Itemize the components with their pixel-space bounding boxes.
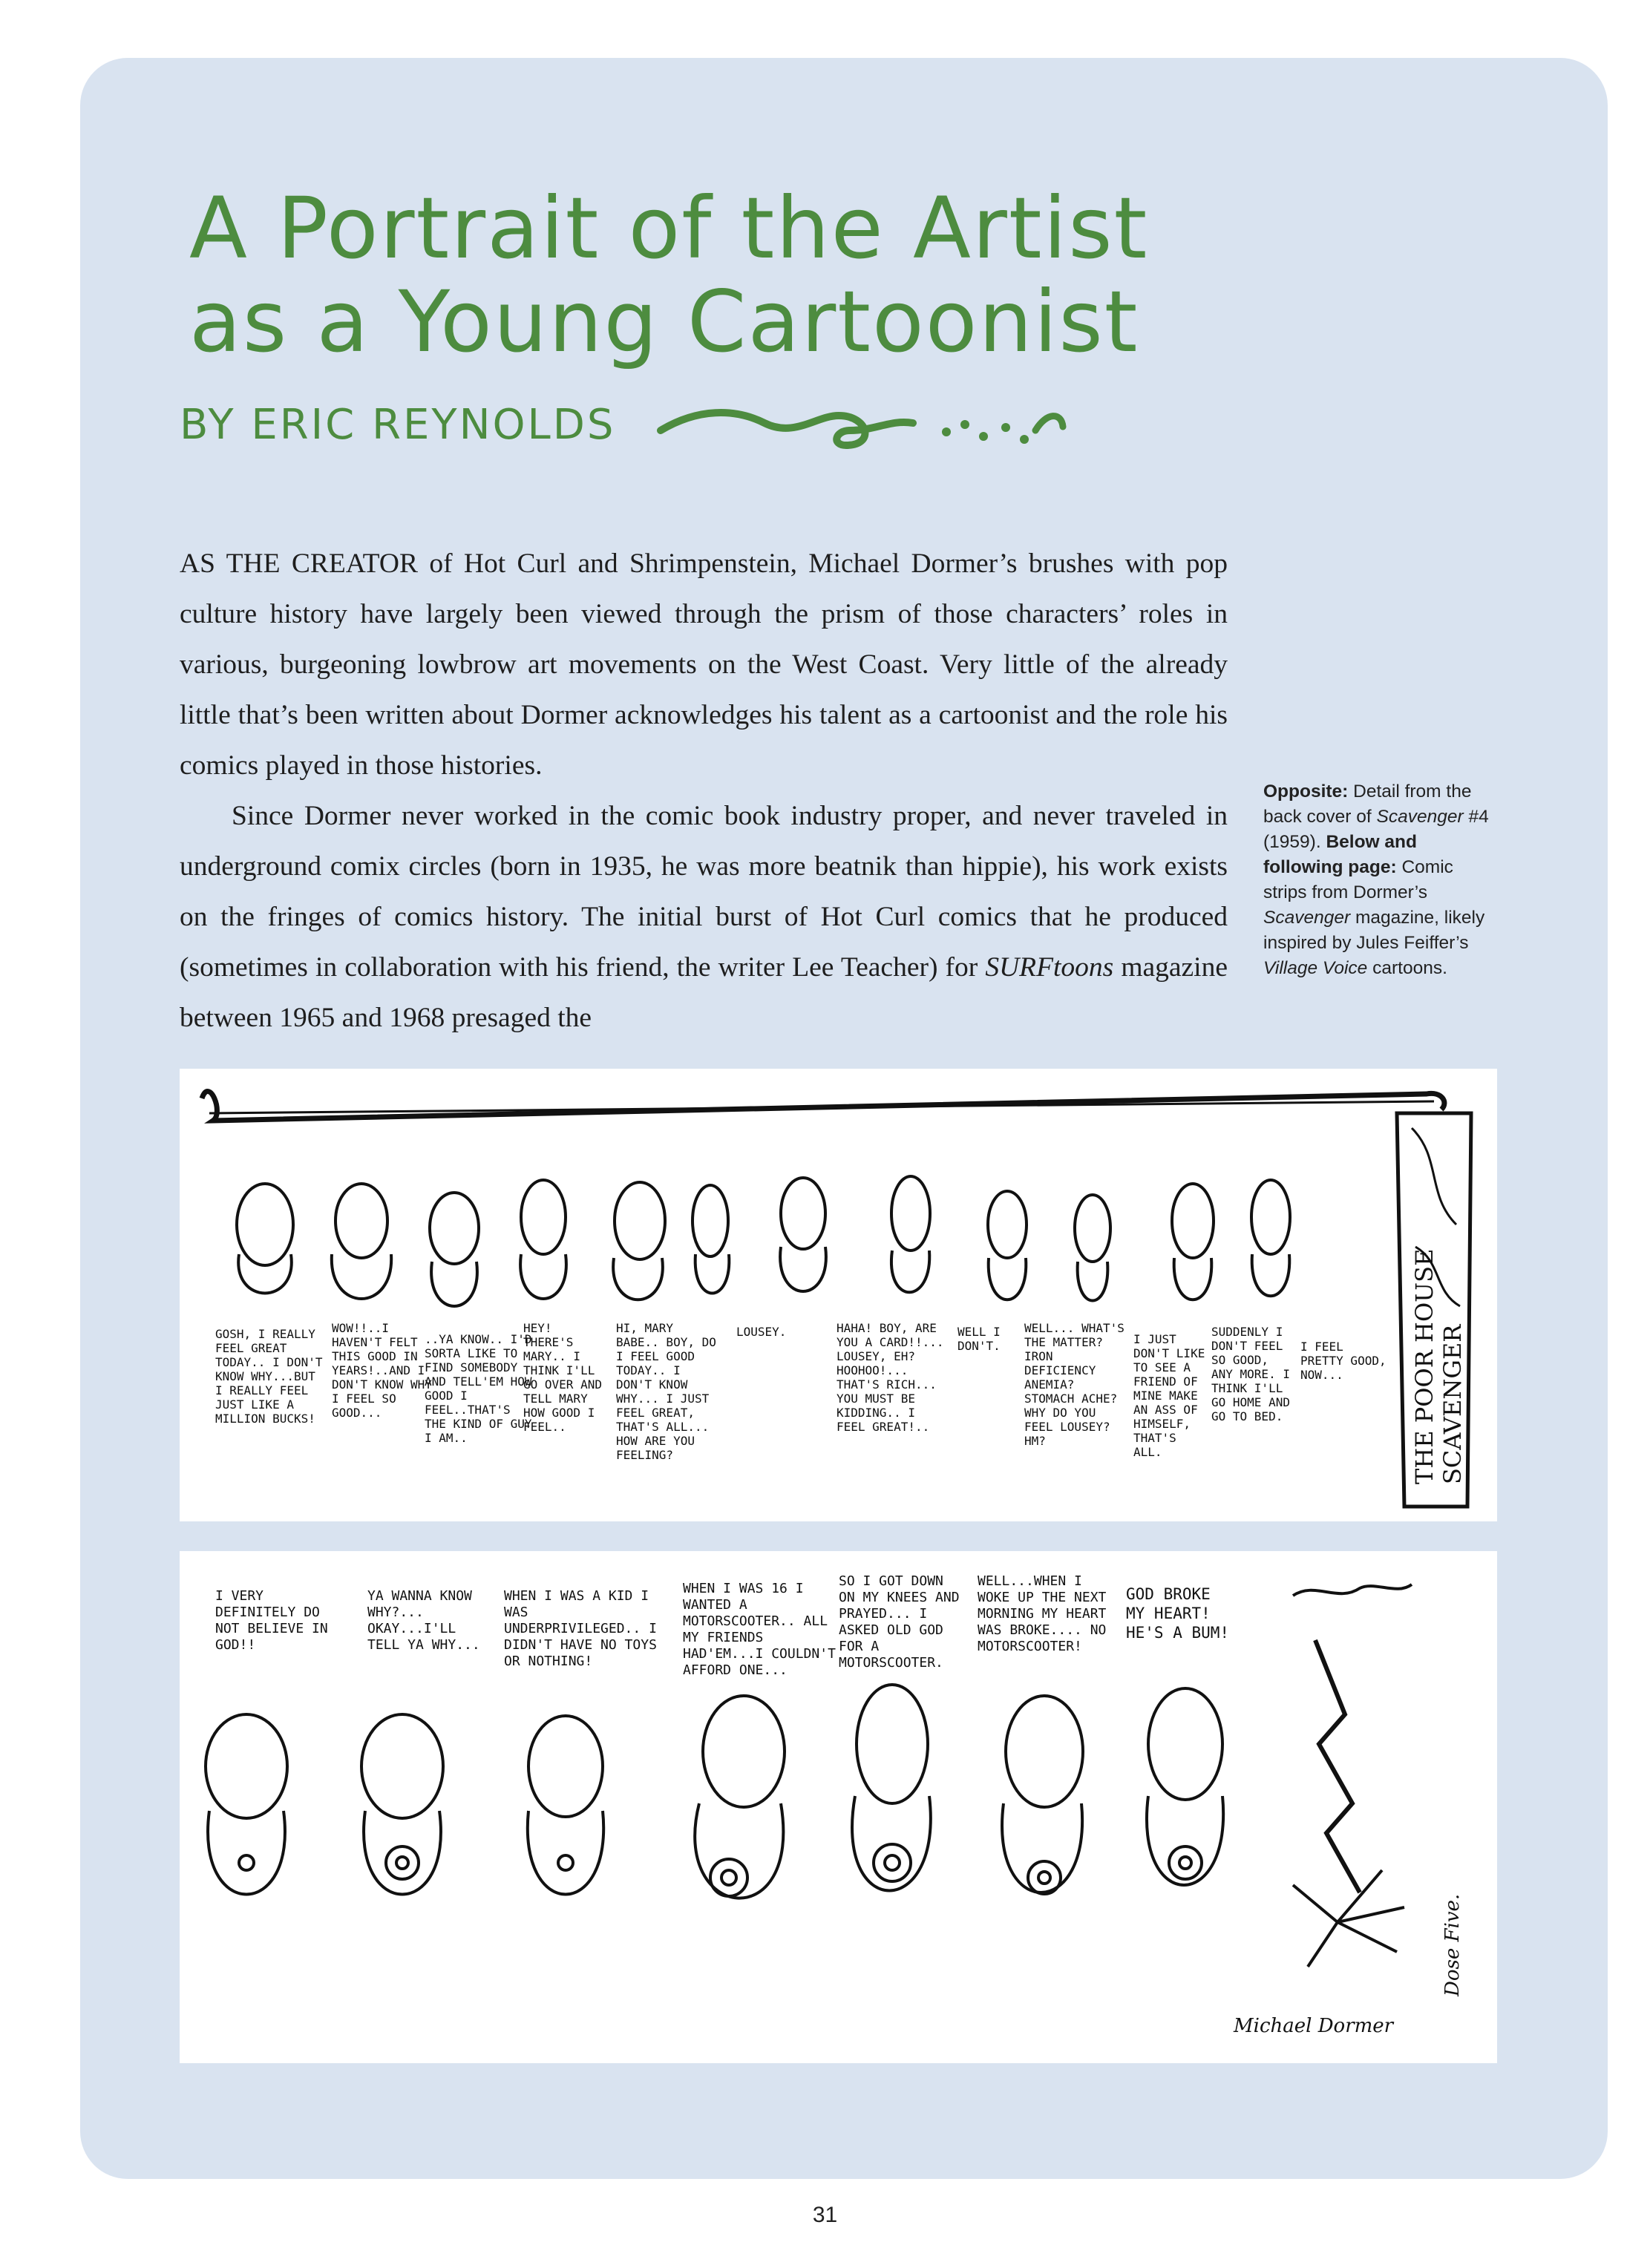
- banner-title: THE POOR HOUSE SCAVENGER: [1410, 1248, 1467, 1484]
- comic-strip-1: [180, 1069, 1497, 1521]
- speech-bubble: GOD BROKE MY HEART! HE'S A BUM!: [1126, 1585, 1230, 1642]
- title-line-2: as a Young Cartoonist: [189, 272, 1139, 371]
- decorative-squiggle-icon: [653, 386, 1069, 468]
- strip-1-figures: [237, 1176, 1290, 1306]
- speech-bubble: SO I GOT DOWN ON MY KNEES AND PRAYED... I ASKED OLD GOD FOR A MOTORSCOOTER.: [839, 1573, 960, 1671]
- speech-bubble: SUDDENLY I DON'T FEEL SO GOOD, ANY MORE. I THINK I'LL GO HOME AND GO TO BED.: [1211, 1325, 1290, 1423]
- magazine-title: SURFtoons: [985, 952, 1114, 983]
- title-line-1: A Portrait of the Artist: [189, 179, 1149, 278]
- speech-bubble: GOSH, I REALLY FEEL GREAT TODAY.. I DON'T KNOW WHY...BUT I REALLY FEEL JUST LIKE A MILLION BUCKS!: [215, 1327, 323, 1426]
- speech-bubble: I JUST DON'T LIKE TO SEE A FRIEND OF MINE MAKE AN ASS OF HIMSELF, THAT'S ALL.: [1133, 1332, 1205, 1459]
- strip-1-drawing: [180, 1069, 1497, 1521]
- comic-strip-2: [180, 1551, 1497, 2063]
- article-body: [180, 539, 1228, 1043]
- article-title: [189, 179, 1525, 371]
- speech-bubble: WELL I DON'T.: [957, 1325, 1001, 1353]
- speech-bubble: WOW!!..I HAVEN'T FELT THIS GOOD IN YEARS!..AND I DON'T KNOW WHY I FEEL SO GOOD...: [332, 1321, 432, 1420]
- byline: BY ERIC REYNOLDS: [180, 401, 616, 449]
- speech-bubble: LOUSEY.: [736, 1325, 787, 1339]
- speech-bubble: ..YA KNOW.. I'D SORTA LIKE TO FIND SOMEBODY AND TELL'EM HOW GOOD I FEEL..THAT'S THE KIND OF GUY I AM..: [425, 1332, 532, 1445]
- speech-bubble: HEY! THERE'S MARY.. I THINK I'LL GO OVER AND TELL MARY HOW GOOD I FEEL..: [523, 1321, 602, 1434]
- artist-signature: Michael Dormer: [1234, 2015, 1394, 2037]
- figure-caption: Opposite: Detail from the back cover of Scavenger #4 (1959). Below and following page: Comic strips from Dormer’s Scavenger magazine, likely inspired by Jules Feiffer’s Village Voice cartoons.: [1263, 781, 1489, 978]
- speech-bubble: WHEN I WAS 16 I WANTED A MOTORSCOOTER.. ALL MY FRIENDS HAD'EM...I COULDN'T AFFORD ONE...: [683, 1581, 836, 1678]
- speech-bubble: HI, MARY BABE.. BOY, DO I FEEL GOOD TODAY.. I DON'T KNOW WHY... I JUST FEEL GREAT, THAT'S ALL... HOW ARE YOU FEELING?: [616, 1321, 716, 1462]
- speech-bubble: WELL... WHAT'S THE MATTER? IRON DEFICIENCY ANEMIA? STOMACH ACHE? WHY DO YOU FEEL LOUSEY? HM?: [1024, 1321, 1124, 1448]
- speech-bubble: HAHA! BOY, ARE YOU A CARD!!... LOUSEY, EH? HOOHOO!... THAT'S RICH... YOU MUST BE KIDDING.. I FEEL GREAT!..: [837, 1321, 944, 1434]
- paragraph-1: AS THE CREATOR of Hot Curl and Shrimpenstein, Michael Dormer’s brushes with pop culture history have largely been viewed through the prism of those characters’ roles in various, burgeoning lowbrow art movements on the West Coast. Very little of the already little that’s been written about Dormer acknowledges his talent as a cartoonist and the role his comics played in those histories.: [180, 548, 1228, 781]
- speech-bubble: YA WANNA KNOW WHY?... OKAY...I'LL TELL YA WHY...: [367, 1588, 480, 1653]
- speech-bubble: I VERY DEFINITELY DO NOT BELIEVE IN GOD!!: [215, 1588, 328, 1653]
- speech-bubble: WELL...WHEN I WOKE UP THE NEXT MORNING MY HEART WAS BROKE.... NO MOTORSCOOTER!: [978, 1573, 1107, 1654]
- side-signature: Dose Five.: [1441, 1893, 1464, 1996]
- paragraph-2: Since Dormer never worked in the comic book industry proper, and never traveled in underground comix circles (born in 1935, he was more beatnik than hippie), his work exists on the fringes of comics history. The initial burst of Hot Curl comics that he produced (sometimes in collaboration with his friend, the writer Lee Teacher) for SURFtoons magazine between 1965 and 1968 presaged the: [180, 801, 1228, 1033]
- page-number: 31: [812, 2203, 838, 2227]
- speech-bubble: WHEN I WAS A KID I WAS UNDERPRIVILEGED.. I DIDN'T HAVE NO TOYS OR NOTHING!: [504, 1588, 657, 1669]
- speech-bubble: I FEEL PRETTY GOOD, NOW...: [1300, 1340, 1387, 1382]
